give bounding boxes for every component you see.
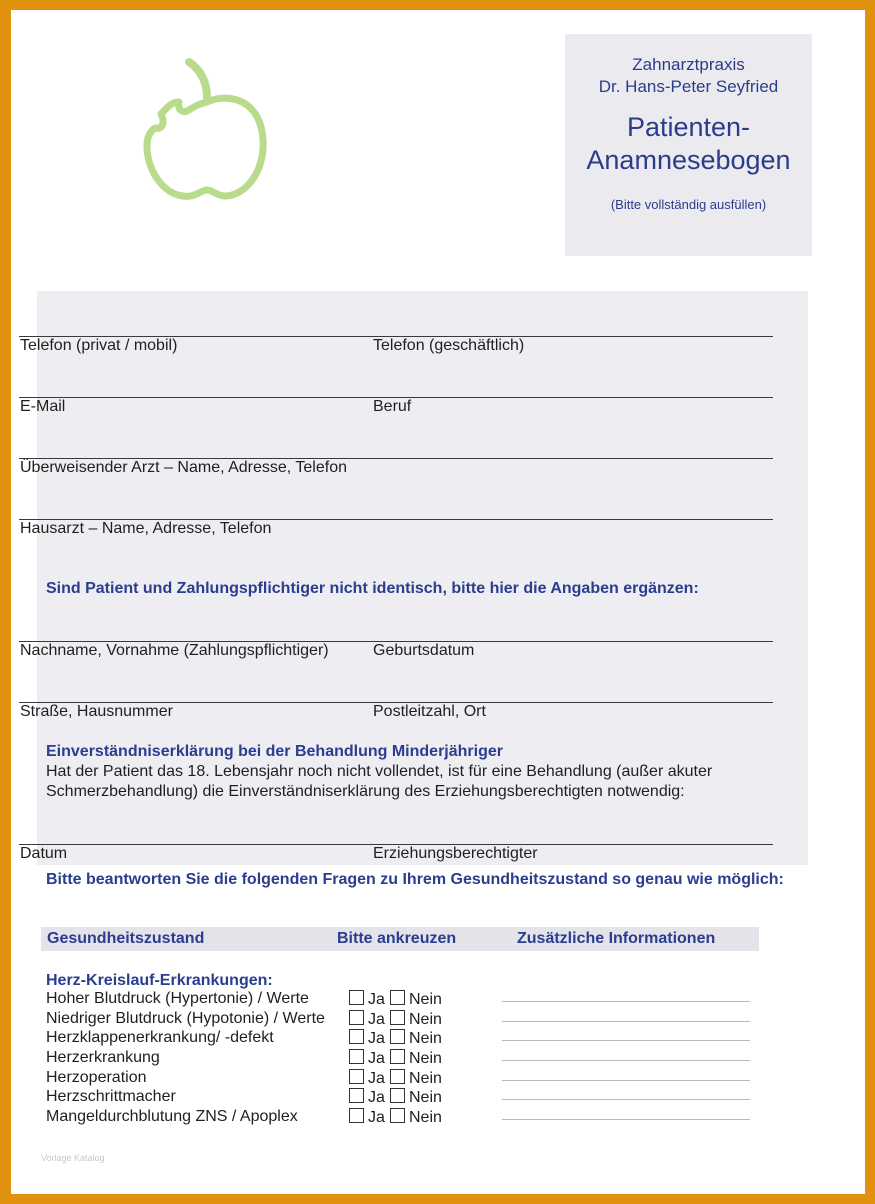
no-checkbox[interactable] xyxy=(390,1069,405,1084)
column-info: Zusätzliche Informationen xyxy=(517,930,716,947)
watermark: Vorlage Katalog xyxy=(41,1153,105,1163)
additional-info-field[interactable] xyxy=(502,1021,750,1022)
payer-name-row[interactable] xyxy=(19,641,773,659)
consent-signature-row[interactable] xyxy=(19,844,773,862)
column-check: Bitte ankreuzen xyxy=(337,930,457,947)
form-title: Patienten- Anamnesebogen xyxy=(586,112,791,175)
yes-label: Ja xyxy=(368,1109,385,1127)
family-doctor-label: Hausarzt – Name, Adresse, Telefon xyxy=(20,520,272,537)
additional-info-field[interactable] xyxy=(502,1119,750,1120)
referring-doctor-label: Überweisender Arzt – Name, Adresse, Telefon xyxy=(20,459,347,476)
no-checkbox[interactable] xyxy=(390,1010,405,1025)
zip-city-label: Postleitzahl, Ort xyxy=(373,703,486,720)
additional-info-field[interactable] xyxy=(502,1060,750,1061)
yes-label: Ja xyxy=(368,991,385,1008)
no-label: Nein xyxy=(409,991,442,1008)
no-label: Nein xyxy=(409,1069,442,1087)
email-label: E-Mail xyxy=(20,398,66,415)
payer-name-label: Nachname, Vornahme (Zahlungspflichtiger) xyxy=(20,642,329,659)
additional-info-field[interactable] xyxy=(502,1099,750,1100)
phone-business-label: Telefon (geschäftlich) xyxy=(373,337,525,354)
phone-row[interactable] xyxy=(19,336,773,354)
no-label: Nein xyxy=(409,1089,442,1107)
condition-name: Herzerkrankung xyxy=(46,1049,160,1067)
family-doctor-row[interactable] xyxy=(19,519,773,537)
occupation-label: Beruf xyxy=(373,398,412,415)
condition-name: Herzoperation xyxy=(46,1068,147,1086)
yes-label: Ja xyxy=(368,1050,385,1068)
phone-private-label: Telefon (privat / mobil) xyxy=(20,337,178,354)
yes-label: Ja xyxy=(368,1069,385,1087)
no-checkbox[interactable] xyxy=(390,1029,405,1044)
guardian-label: Erziehungsberechtigter xyxy=(373,845,538,862)
yes-checkbox[interactable] xyxy=(349,1088,364,1103)
cardiovascular-heading: Herz-Kreislauf-Erkrankungen: xyxy=(46,972,273,989)
birthdate-label: Geburtsdatum xyxy=(373,642,475,659)
condition-name: Mangeldurchblutung ZNS / Apoplex xyxy=(46,1108,298,1126)
no-checkbox[interactable] xyxy=(390,1088,405,1103)
no-checkbox[interactable] xyxy=(390,1049,405,1064)
health-intro: Bitte beantworten Sie die folgenden Fragen zu Ihrem Gesundheitszustand so genau wie möglich: xyxy=(46,871,784,888)
condition-list xyxy=(46,990,766,1128)
condition-row xyxy=(46,1088,766,1108)
health-table-header xyxy=(41,927,759,951)
condition-row xyxy=(46,1010,766,1030)
condition-row xyxy=(46,1108,766,1128)
email-row[interactable] xyxy=(19,397,773,415)
yes-checkbox[interactable] xyxy=(349,1069,364,1084)
yes-label: Ja xyxy=(368,1030,385,1048)
apple-logo-icon xyxy=(141,54,273,206)
consent-text: Hat der Patient das 18. Lebensjahr noch nicht vollendet, ist für eine Behandlung (außer akuter Schmerzbehandlung) die Einverständniserklärung des Erziehungsberechtigten notwendig: xyxy=(46,763,713,800)
consent-heading: Einverständniserklärung bei der Behandlung Minderjähriger xyxy=(46,743,503,760)
condition-row xyxy=(46,1069,766,1089)
form-sheet xyxy=(11,10,865,1194)
yes-label: Ja xyxy=(368,1089,385,1107)
no-label: Nein xyxy=(409,1109,442,1127)
practice-name: Zahnarztpraxis Dr. Hans-Peter Seyfried xyxy=(598,55,779,96)
payer-address-row[interactable] xyxy=(19,702,773,720)
form-note: (Bitte vollständig ausfüllen) xyxy=(610,197,767,212)
additional-info-field[interactable] xyxy=(502,1080,750,1081)
column-condition: Gesundheitszustand xyxy=(47,930,205,947)
yes-checkbox[interactable] xyxy=(349,990,364,1005)
condition-row xyxy=(46,1029,766,1049)
no-checkbox[interactable] xyxy=(390,1108,405,1123)
yes-checkbox[interactable] xyxy=(349,1108,364,1123)
no-label: Nein xyxy=(409,1010,442,1028)
condition-row xyxy=(46,990,766,1010)
date-label: Datum xyxy=(20,845,68,862)
no-checkbox[interactable] xyxy=(390,990,405,1005)
condition-name: Niedriger Blutdruck (Hypotonie) / Werte xyxy=(46,1009,325,1027)
additional-info-field[interactable] xyxy=(502,1001,750,1002)
yes-label: Ja xyxy=(368,1010,385,1028)
condition-name: Herzschrittmacher xyxy=(46,1088,176,1106)
practice-header xyxy=(565,34,812,256)
no-label: Nein xyxy=(409,1030,442,1048)
street-label: Straße, Hausnummer xyxy=(20,703,173,720)
no-label: Nein xyxy=(409,1050,442,1068)
yes-checkbox[interactable] xyxy=(349,1010,364,1025)
payer-heading: Sind Patient und Zahlungspflichtiger nicht identisch, bitte hier die Angaben ergänzen: xyxy=(46,580,699,597)
condition-name: Herzklappenerkrankung/ -defekt xyxy=(46,1029,274,1047)
yes-checkbox[interactable] xyxy=(349,1029,364,1044)
referring-doctor-row[interactable] xyxy=(19,458,773,476)
condition-name: Hoher Blutdruck (Hypertonie) / Werte xyxy=(46,990,309,1007)
additional-info-field[interactable] xyxy=(502,1040,750,1041)
yes-checkbox[interactable] xyxy=(349,1049,364,1064)
condition-row xyxy=(46,1049,766,1069)
